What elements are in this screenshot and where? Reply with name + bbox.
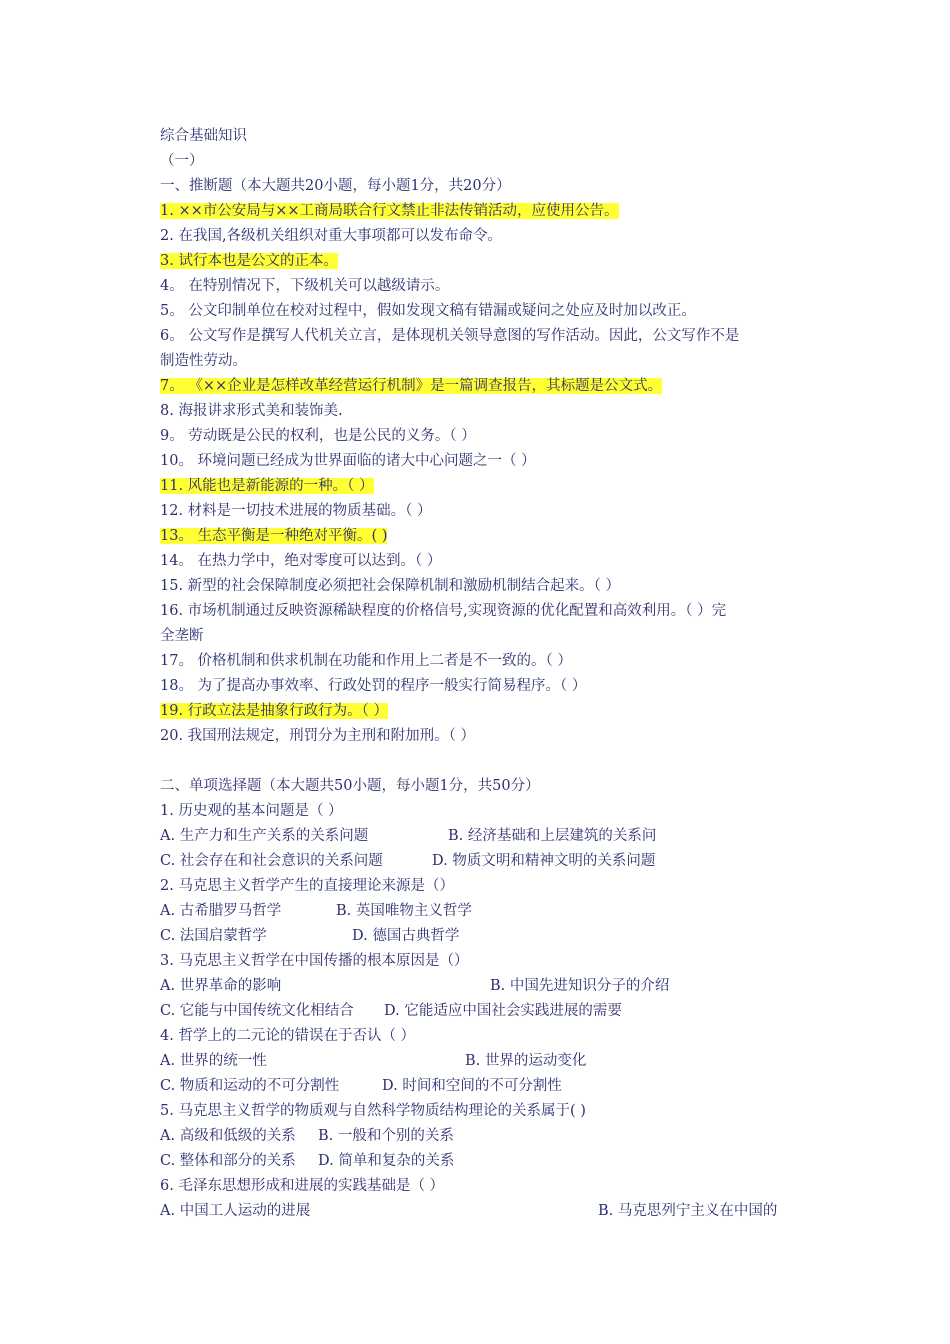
judgement-item xyxy=(160,224,820,249)
question-stem: 3. 马克思主义哲学在中国传播的根本原因是（） xyxy=(160,953,469,969)
judgement-item xyxy=(160,449,820,474)
option-right: B. 经济基础和上层建筑的关系问 xyxy=(448,828,657,844)
option-row xyxy=(160,974,820,999)
judgement-item xyxy=(160,274,820,299)
option-left: C. 整体和部分的关系 xyxy=(160,1153,296,1169)
option-right: D. 简单和复杂的关系 xyxy=(318,1153,455,1169)
judgement-item-text: 11. 风能也是新能源的一种。（ ） xyxy=(160,478,374,494)
option-right: D. 物质文明和精神文明的关系问题 xyxy=(432,853,656,869)
judgement-item xyxy=(160,349,820,374)
judgement-item-text: 1. ××市公安局与××工商局联合行文禁止非法传销活动，应使用公告。 xyxy=(160,203,619,219)
option-right: B. 世界的运动变化 xyxy=(465,1053,587,1069)
judgement-item xyxy=(160,249,820,274)
judgement-item xyxy=(160,474,820,499)
judgement-item-text: 7。 《××企业是怎样改革经营运行机制》是一篇调查报告，其标题是公文式。 xyxy=(160,378,663,394)
judgement-item-text: 全垄断 xyxy=(160,628,204,644)
option-left: C. 社会存在和社会意识的关系问题 xyxy=(160,853,383,869)
option-right: D. 它能适应中国社会实践进展的需要 xyxy=(384,1003,622,1019)
question-stem: 4. 哲学上的二元论的错误在于否认（ ） xyxy=(160,1028,416,1044)
judgement-item-text: 2. 在我国,各级机关组织对重大事项都可以发布命令。 xyxy=(160,228,503,244)
question-stem: 2. 马克思主义哲学产生的直接理论来源是（） xyxy=(160,878,454,894)
judgement-item-text: 9。 劳动既是公民的权利，也是公民的义务。（ ） xyxy=(160,428,476,444)
judgement-item xyxy=(160,624,820,649)
judgement-item-text: 4。 在特别情况下，下级机关可以越级请示。 xyxy=(160,278,450,294)
judgement-item xyxy=(160,649,820,674)
judgement-item xyxy=(160,699,820,724)
part-label: （一） xyxy=(160,153,204,169)
judgement-item-text: 制造性劳动。 xyxy=(160,353,247,369)
judgement-item xyxy=(160,424,820,449)
option-row xyxy=(160,849,820,874)
option-left: A. 古希腊罗马哲学 xyxy=(160,903,282,919)
judgement-item xyxy=(160,724,820,749)
question-stem: 5. 马克思主义哲学的物质观与自然科学物质结构理论的关系属于( ) xyxy=(160,1103,586,1119)
section1-items xyxy=(160,199,820,749)
judgement-item-text: 6。 公文写作是撰写人代机关立言，是体现机关领导意图的写作活动。因此，公文写作不是 xyxy=(160,328,740,344)
option-left: A. 世界的统一性 xyxy=(160,1053,267,1069)
judgement-item xyxy=(160,524,820,549)
judgement-item xyxy=(160,324,820,349)
option-row xyxy=(160,1049,820,1074)
option-left: C. 物质和运动的不可分割性 xyxy=(160,1078,340,1094)
section2-items xyxy=(160,799,820,1224)
option-left: A. 世界革命的影响 xyxy=(160,978,282,994)
document-title: 综合基础知识 xyxy=(160,128,247,144)
judgement-item-text: 19. 行政立法是抽象行政行为。（ ） xyxy=(160,703,389,719)
judgement-item-text: 16. 市场机制通过反映资源稀缺程度的价格信号,实现资源的优化配置和高效利用。（ ）完 xyxy=(160,603,727,619)
option-row xyxy=(160,1199,820,1224)
judgement-item xyxy=(160,599,820,624)
option-right: D. 时间和空间的不可分割性 xyxy=(382,1078,562,1094)
judgement-item-text: 10。 环境问题已经成为世界面临的诸大中心问题之一（ ） xyxy=(160,453,536,469)
judgement-item xyxy=(160,499,820,524)
judgement-item xyxy=(160,674,820,699)
judgement-item-text: 3. 试行本也是公文的正本。 xyxy=(160,253,338,269)
option-row xyxy=(160,924,820,949)
judgement-item-text: 15. 新型的社会保障制度必须把社会保障机制和激励机制结合起来。（ ） xyxy=(160,578,621,594)
judgement-item-text: 8. 海报讲求形式美和装饰美. xyxy=(160,403,343,419)
judgement-item-text: 5。 公文印制单位在校对过程中，假如发现文稿有错漏或疑问之处应及时加以改正。 xyxy=(160,303,696,319)
judgement-item-text: 17。 价格机制和供求机制在功能和作用上二者是不一致的。（ ） xyxy=(160,653,572,669)
judgement-item-text: 14。 在热力学中，绝对零度可以达到。（ ） xyxy=(160,553,442,569)
option-left: C. 法国启蒙哲学 xyxy=(160,928,267,944)
judgement-item-text: 12. 材料是一切技术进展的物质基础。（ ） xyxy=(160,503,432,519)
option-right: B. 英国唯物主义哲学 xyxy=(336,903,472,919)
judgement-item xyxy=(160,399,820,424)
question-stem: 1. 历史观的基本问题是（ ） xyxy=(160,803,343,819)
option-row xyxy=(160,899,820,924)
option-right: B. 一般和个别的关系 xyxy=(318,1128,454,1144)
option-row xyxy=(160,1074,820,1099)
judgement-item-text: 20. 我国刑法规定，刑罚分为主刑和附加刑。（ ） xyxy=(160,728,476,744)
option-right: B. 马克思列宁主义在中国的 xyxy=(598,1203,778,1219)
judgement-item xyxy=(160,299,820,324)
judgement-item xyxy=(160,549,820,574)
document-content xyxy=(160,124,820,1224)
judgement-item-text: 13。 生态平衡是一种绝对平衡。( ) xyxy=(160,528,388,544)
option-left: A. 生产力和生产关系的关系问题 xyxy=(160,828,369,844)
option-left: C. 它能与中国传统文化相结合 xyxy=(160,1003,354,1019)
judgement-item xyxy=(160,374,820,399)
option-row xyxy=(160,1149,820,1174)
option-left: A. 中国工人运动的进展 xyxy=(160,1203,311,1219)
section2-heading: 二、单项选择题（本大题共50小题，每小题1分，共50分） xyxy=(160,778,540,794)
judgement-item-text: 18。 为了提高办事效率、行政处罚的程序一般实行简易程序。（ ） xyxy=(160,678,587,694)
judgement-item xyxy=(160,574,820,599)
judgement-item xyxy=(160,199,820,224)
section1-heading: 一、推断题（本大题共20小题，每小题1分，共20分） xyxy=(160,178,511,194)
option-right: D. 德国古典哲学 xyxy=(352,928,460,944)
option-row xyxy=(160,999,820,1024)
option-row xyxy=(160,824,820,849)
option-row xyxy=(160,1124,820,1149)
section-gap xyxy=(160,749,820,774)
option-left: A. 高级和低级的关系 xyxy=(160,1128,296,1144)
option-right: B. 中国先进知识分子的介绍 xyxy=(490,978,670,994)
question-stem: 6. 毛泽东思想形成和进展的实践基础是（ ） xyxy=(160,1178,445,1194)
